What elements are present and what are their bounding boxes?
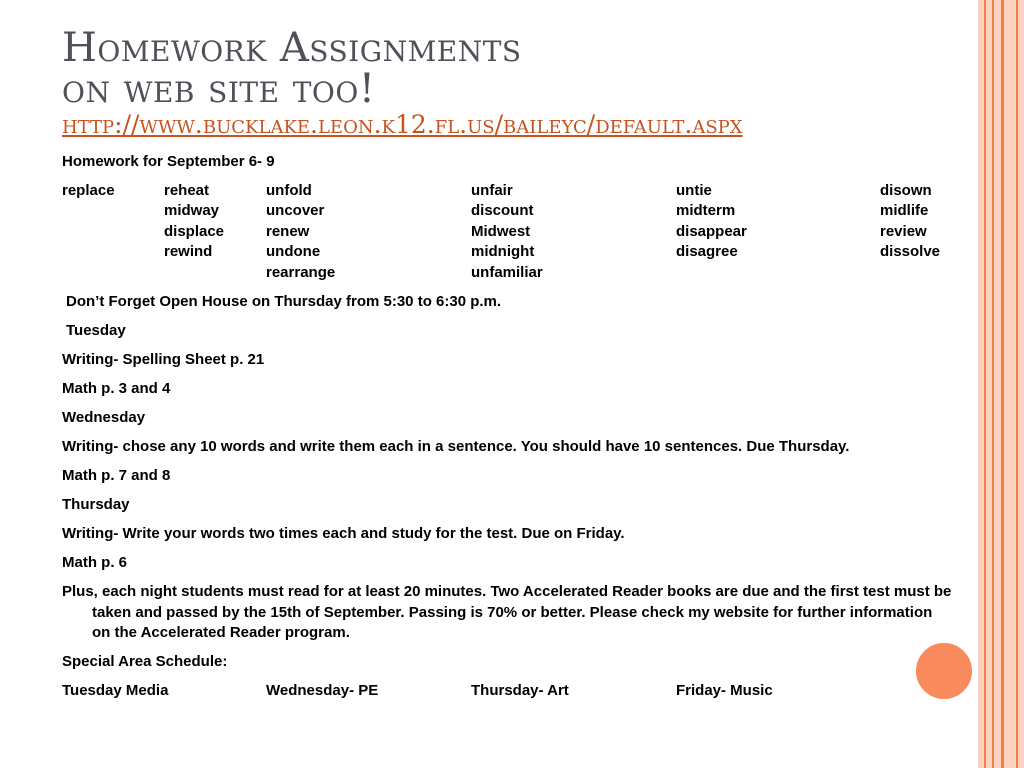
spelling-word-grid	[62, 181, 954, 284]
spelling-word: undone	[266, 243, 321, 260]
wednesday-math: Math p. 7 and 8	[62, 467, 171, 484]
spelling-word: unfamiliar	[471, 263, 543, 281]
tuesday-math: Math p. 3 and 4	[62, 380, 171, 397]
right-edge-stripe	[1016, 0, 1018, 768]
spelling-word: discount	[471, 202, 534, 219]
spelling-word: midnight	[471, 243, 535, 260]
spelling-word: unfair	[471, 181, 513, 199]
wednesday-heading: Wednesday	[62, 409, 146, 426]
slide-body	[62, 152, 954, 701]
wednesday-writing: Writing- chose any 10 words and write them each in a sentence. You should have 10 sentences. Due Thursday.	[62, 438, 850, 455]
spelling-word: rearrange	[266, 263, 336, 281]
spelling-word: renew	[266, 222, 310, 240]
thursday-math: Math p. 6	[62, 554, 128, 571]
spelling-word: replace	[62, 181, 115, 199]
right-edge-stripe	[992, 0, 994, 768]
decorative-circle	[913, 640, 975, 702]
homework-heading: Homework for September 6- 9	[62, 153, 275, 170]
spelling-word: displace	[164, 222, 225, 240]
tuesday-writing: Writing- Spelling Sheet p. 21	[62, 351, 265, 368]
spelling-word: midterm	[676, 202, 736, 219]
tuesday-heading: Tuesday	[66, 322, 126, 339]
spelling-word: rewind	[164, 243, 213, 260]
schedule-item: Tuesday Media	[62, 682, 169, 699]
thursday-writing: Writing- Write your words two times each and study for the test. Due on Friday.	[62, 525, 625, 542]
spelling-word: midlife	[880, 202, 929, 219]
title-line-2: on web site too!	[62, 65, 376, 112]
spelling-word: disappear	[676, 222, 747, 240]
spelling-word: uncover	[266, 202, 325, 219]
special-area-schedule	[62, 681, 954, 701]
open-house-notice: Don’t Forget Open House on Thursday from 5:30 to 6:30 p.m.	[66, 293, 502, 310]
spelling-word: reheat	[164, 181, 210, 199]
spelling-word: untie	[676, 181, 712, 199]
schedule-item: Wednesday- PE	[266, 682, 379, 699]
spelling-word: disown	[880, 181, 932, 199]
spelling-word: unfold	[266, 181, 312, 199]
schedule-item: Thursday- Art	[471, 682, 569, 699]
spelling-word: review	[880, 222, 927, 240]
right-edge-stripe	[984, 0, 986, 768]
reading-note: Plus, each night students must read for at least 20 minutes. Two Accelerated Reader books are due and the first test must be taken and passed by the 15th of September. Passing is 70% or better. Please check my website for further information on the Accelerated Reader program.	[62, 583, 952, 641]
spelling-word: disagree	[676, 243, 738, 260]
title-line-1: Homework Assignments	[62, 25, 522, 71]
spelling-word: midway	[164, 202, 220, 219]
thursday-heading: Thursday	[62, 496, 130, 513]
spelling-word: Midwest	[471, 222, 531, 240]
schedule-item: Friday- Music	[676, 682, 773, 699]
special-area-heading: Special Area Schedule:	[62, 653, 228, 670]
spelling-word: dissolve	[880, 243, 941, 260]
right-edge-stripe	[1001, 0, 1004, 768]
slide-title	[62, 25, 743, 139]
website-link[interactable]: http://www.bucklake.leon.k12.fl.us/baileyc/default.aspx	[62, 109, 743, 139]
